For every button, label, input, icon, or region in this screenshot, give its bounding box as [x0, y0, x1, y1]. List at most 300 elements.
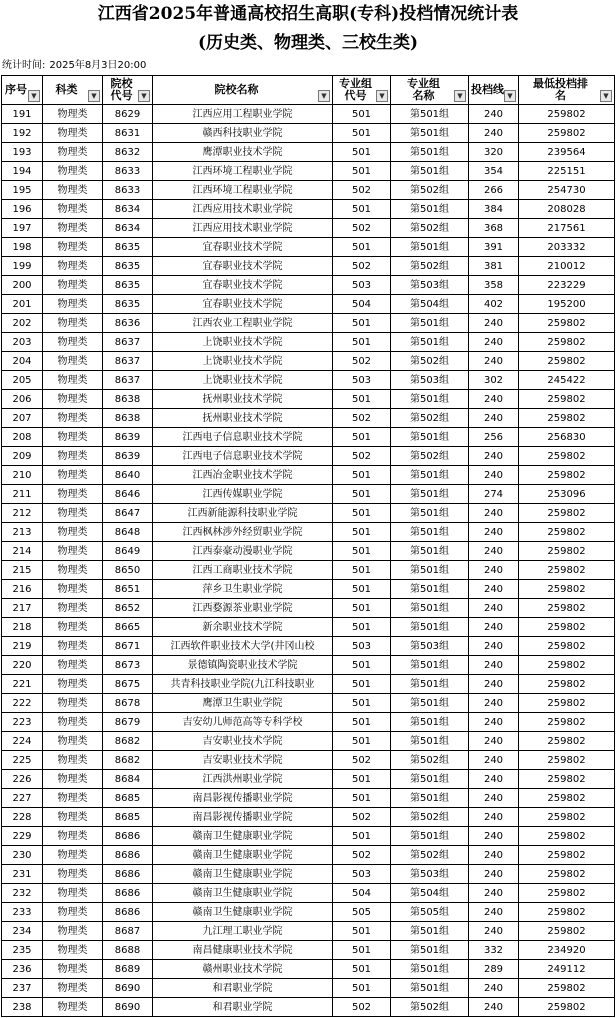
table-cell[interactable]: 赣南卫生健康职业学院: [153, 846, 333, 865]
table-cell[interactable]: 195: [2, 181, 43, 200]
table-cell[interactable]: 吉安职业技术学院: [153, 751, 333, 770]
table-cell[interactable]: 第502组: [391, 846, 469, 865]
table-cell[interactable]: 502: [333, 219, 391, 238]
table-cell[interactable]: 物理类: [43, 865, 103, 884]
table-cell[interactable]: 8686: [103, 865, 153, 884]
table-cell[interactable]: 210012: [519, 257, 615, 276]
table-row[interactable]: [2, 333, 615, 352]
table-cell[interactable]: 8633: [103, 162, 153, 181]
column-header[interactable]: [391, 76, 469, 105]
table-cell[interactable]: 8639: [103, 428, 153, 447]
table-row[interactable]: [2, 960, 615, 979]
table-cell[interactable]: 320: [469, 143, 519, 162]
table-cell[interactable]: 501: [333, 922, 391, 941]
table-cell[interactable]: 8637: [103, 352, 153, 371]
table-row[interactable]: [2, 105, 615, 124]
table-cell[interactable]: 鹰潭职业技术学院: [153, 143, 333, 162]
table-row[interactable]: [2, 941, 615, 960]
table-cell[interactable]: 259802: [519, 903, 615, 922]
table-cell[interactable]: 253096: [519, 485, 615, 504]
table-cell[interactable]: 8647: [103, 504, 153, 523]
table-cell[interactable]: 物理类: [43, 580, 103, 599]
table-cell[interactable]: 234920: [519, 941, 615, 960]
table-cell[interactable]: 218: [2, 618, 43, 637]
table-cell[interactable]: 240: [469, 314, 519, 333]
table-cell[interactable]: 502: [333, 352, 391, 371]
table-cell[interactable]: 8682: [103, 732, 153, 751]
table-row[interactable]: [2, 181, 615, 200]
table-cell[interactable]: 208028: [519, 200, 615, 219]
table-cell[interactable]: 8649: [103, 542, 153, 561]
table-cell[interactable]: 254730: [519, 181, 615, 200]
table-cell[interactable]: 240: [469, 599, 519, 618]
table-cell[interactable]: 501: [333, 466, 391, 485]
table-cell[interactable]: 240: [469, 352, 519, 371]
table-cell[interactable]: 256830: [519, 428, 615, 447]
table-row[interactable]: [2, 637, 615, 656]
table-cell[interactable]: 8686: [103, 846, 153, 865]
table-cell[interactable]: 501: [333, 523, 391, 542]
table-row[interactable]: [2, 143, 615, 162]
table-cell[interactable]: 259802: [519, 656, 615, 675]
table-cell[interactable]: 501: [333, 656, 391, 675]
table-row[interactable]: [2, 865, 615, 884]
table-cell[interactable]: 第501组: [391, 105, 469, 124]
table-cell[interactable]: 物理类: [43, 903, 103, 922]
table-cell[interactable]: 501: [333, 333, 391, 352]
table-cell[interactable]: 第501组: [391, 789, 469, 808]
column-header[interactable]: [2, 76, 43, 105]
table-cell[interactable]: 240: [469, 751, 519, 770]
table-cell[interactable]: 宜春职业技术学院: [153, 295, 333, 314]
table-cell[interactable]: 225151: [519, 162, 615, 181]
table-cell[interactable]: 物理类: [43, 238, 103, 257]
table-cell[interactable]: 宜春职业技术学院: [153, 257, 333, 276]
table-cell[interactable]: 8635: [103, 257, 153, 276]
table-cell[interactable]: 8639: [103, 447, 153, 466]
table-cell[interactable]: 物理类: [43, 789, 103, 808]
table-cell[interactable]: 江西工商职业技术学院: [153, 561, 333, 580]
table-row[interactable]: [2, 200, 615, 219]
table-cell[interactable]: 8684: [103, 770, 153, 789]
table-cell[interactable]: 8690: [103, 998, 153, 1017]
table-cell[interactable]: 物理类: [43, 276, 103, 295]
table-cell[interactable]: 194: [2, 162, 43, 181]
table-cell[interactable]: 259802: [519, 523, 615, 542]
table-cell[interactable]: 259802: [519, 352, 615, 371]
table-cell[interactable]: 240: [469, 770, 519, 789]
table-cell[interactable]: 物理类: [43, 618, 103, 637]
table-cell[interactable]: 第502组: [391, 181, 469, 200]
table-cell[interactable]: 第502组: [391, 257, 469, 276]
table-cell[interactable]: 南昌健康职业技术学院: [153, 941, 333, 960]
table-cell[interactable]: 8682: [103, 751, 153, 770]
table-row[interactable]: [2, 409, 615, 428]
table-cell[interactable]: 第503组: [391, 371, 469, 390]
table-cell[interactable]: 赣西科技职业学院: [153, 124, 333, 143]
table-cell[interactable]: 共青科技职业学院(九江科技职业: [153, 675, 333, 694]
table-cell[interactable]: 259802: [519, 732, 615, 751]
table-cell[interactable]: 江西应用工程职业学院: [153, 105, 333, 124]
table-cell[interactable]: 第501组: [391, 466, 469, 485]
table-cell[interactable]: 江西农业工程职业学院: [153, 314, 333, 333]
table-cell[interactable]: 第501组: [391, 333, 469, 352]
table-cell[interactable]: 502: [333, 846, 391, 865]
table-cell[interactable]: 第501组: [391, 656, 469, 675]
table-cell[interactable]: 南昌影视传播职业学院: [153, 808, 333, 827]
table-cell[interactable]: 8631: [103, 124, 153, 143]
table-cell[interactable]: 259802: [519, 846, 615, 865]
table-cell[interactable]: 502: [333, 181, 391, 200]
table-cell[interactable]: 第501组: [391, 941, 469, 960]
table-cell[interactable]: 240: [469, 808, 519, 827]
table-cell[interactable]: 第501组: [391, 618, 469, 637]
table-cell[interactable]: 第502组: [391, 447, 469, 466]
table-cell[interactable]: 501: [333, 789, 391, 808]
dropdown-arrow-icon[interactable]: ▼: [318, 90, 330, 102]
table-cell[interactable]: 368: [469, 219, 519, 238]
table-cell[interactable]: 8688: [103, 941, 153, 960]
table-cell[interactable]: 259802: [519, 770, 615, 789]
table-cell[interactable]: 266: [469, 181, 519, 200]
table-cell[interactable]: 226: [2, 770, 43, 789]
table-row[interactable]: [2, 599, 615, 618]
table-cell[interactable]: 九江理工职业学院: [153, 922, 333, 941]
table-cell[interactable]: 物理类: [43, 200, 103, 219]
table-cell[interactable]: 217: [2, 599, 43, 618]
table-cell[interactable]: 第503组: [391, 276, 469, 295]
table-cell[interactable]: 259802: [519, 390, 615, 409]
table-row[interactable]: [2, 485, 615, 504]
dropdown-arrow-icon[interactable]: ▼: [600, 90, 612, 102]
table-cell[interactable]: 江西婺源茶业职业学院: [153, 599, 333, 618]
table-cell[interactable]: 第501组: [391, 143, 469, 162]
table-cell[interactable]: 8629: [103, 105, 153, 124]
table-cell[interactable]: 物理类: [43, 428, 103, 447]
table-cell[interactable]: 赣南卫生健康职业学院: [153, 884, 333, 903]
table-cell[interactable]: 江西枫林涉外经贸职业学院: [153, 523, 333, 542]
table-cell[interactable]: 259802: [519, 409, 615, 428]
table-cell[interactable]: 259802: [519, 504, 615, 523]
table-row[interactable]: [2, 656, 615, 675]
table-cell[interactable]: 物理类: [43, 751, 103, 770]
table-cell[interactable]: 501: [333, 713, 391, 732]
table-row[interactable]: [2, 371, 615, 390]
table-cell[interactable]: 503: [333, 865, 391, 884]
table-cell[interactable]: 214: [2, 542, 43, 561]
column-header[interactable]: [333, 76, 391, 105]
table-cell[interactable]: 358: [469, 276, 519, 295]
table-cell[interactable]: 第502组: [391, 808, 469, 827]
column-header[interactable]: [519, 76, 615, 105]
table-row[interactable]: [2, 466, 615, 485]
table-row[interactable]: [2, 922, 615, 941]
table-cell[interactable]: 物理类: [43, 884, 103, 903]
table-cell[interactable]: 502: [333, 447, 391, 466]
table-row[interactable]: [2, 903, 615, 922]
table-row[interactable]: [2, 580, 615, 599]
table-cell[interactable]: 219: [2, 637, 43, 656]
table-cell[interactable]: 259802: [519, 865, 615, 884]
table-cell[interactable]: 240: [469, 561, 519, 580]
table-cell[interactable]: 238: [2, 998, 43, 1017]
table-cell[interactable]: 第501组: [391, 200, 469, 219]
table-cell[interactable]: 210: [2, 466, 43, 485]
table-cell[interactable]: 物理类: [43, 162, 103, 181]
table-cell[interactable]: 240: [469, 656, 519, 675]
table-cell[interactable]: 240: [469, 827, 519, 846]
table-cell[interactable]: 501: [333, 732, 391, 751]
table-cell[interactable]: 第501组: [391, 428, 469, 447]
table-cell[interactable]: 物理类: [43, 295, 103, 314]
table-cell[interactable]: 物理类: [43, 694, 103, 713]
table-cell[interactable]: 237: [2, 979, 43, 998]
table-cell[interactable]: 第501组: [391, 542, 469, 561]
table-cell[interactable]: 212: [2, 504, 43, 523]
table-cell[interactable]: 191: [2, 105, 43, 124]
table-cell[interactable]: 物理类: [43, 599, 103, 618]
table-cell[interactable]: 501: [333, 694, 391, 713]
table-cell[interactable]: 第501组: [391, 713, 469, 732]
table-cell[interactable]: 第502组: [391, 219, 469, 238]
table-cell[interactable]: 8678: [103, 694, 153, 713]
table-cell[interactable]: 501: [333, 238, 391, 257]
table-cell[interactable]: 8650: [103, 561, 153, 580]
table-cell[interactable]: 501: [333, 390, 391, 409]
table-cell[interactable]: 上饶职业技术学院: [153, 371, 333, 390]
table-row[interactable]: [2, 827, 615, 846]
table-cell[interactable]: 223229: [519, 276, 615, 295]
table-cell[interactable]: 229: [2, 827, 43, 846]
table-cell[interactable]: 第501组: [391, 390, 469, 409]
table-cell[interactable]: 501: [333, 979, 391, 998]
table-cell[interactable]: 第504组: [391, 295, 469, 314]
table-row[interactable]: [2, 751, 615, 770]
table-cell[interactable]: 和君职业学院: [153, 998, 333, 1017]
table-cell[interactable]: 抚州职业技术学院: [153, 409, 333, 428]
table-cell[interactable]: 南昌影视传播职业学院: [153, 789, 333, 808]
table-row[interactable]: [2, 979, 615, 998]
table-cell[interactable]: 240: [469, 409, 519, 428]
table-cell[interactable]: 259802: [519, 979, 615, 998]
table-cell[interactable]: 物理类: [43, 808, 103, 827]
table-cell[interactable]: 第501组: [391, 523, 469, 542]
table-cell[interactable]: 259802: [519, 922, 615, 941]
table-cell[interactable]: 江西应用技术职业学院: [153, 200, 333, 219]
table-cell[interactable]: 240: [469, 124, 519, 143]
table-cell[interactable]: 231: [2, 865, 43, 884]
table-cell[interactable]: 240: [469, 390, 519, 409]
table-cell[interactable]: 501: [333, 827, 391, 846]
table-cell[interactable]: 江西洪州职业学院: [153, 770, 333, 789]
table-cell[interactable]: 物理类: [43, 352, 103, 371]
table-cell[interactable]: 501: [333, 941, 391, 960]
table-cell[interactable]: 501: [333, 105, 391, 124]
table-cell[interactable]: 第501组: [391, 827, 469, 846]
table-cell[interactable]: 354: [469, 162, 519, 181]
table-row[interactable]: [2, 789, 615, 808]
table-cell[interactable]: 193: [2, 143, 43, 162]
table-cell[interactable]: 8634: [103, 200, 153, 219]
table-cell[interactable]: 物理类: [43, 371, 103, 390]
table-cell[interactable]: 195200: [519, 295, 615, 314]
table-cell[interactable]: 第501组: [391, 694, 469, 713]
table-cell[interactable]: 502: [333, 257, 391, 276]
table-cell[interactable]: 物理类: [43, 561, 103, 580]
table-cell[interactable]: 240: [469, 105, 519, 124]
table-cell[interactable]: 239564: [519, 143, 615, 162]
table-row[interactable]: [2, 219, 615, 238]
table-cell[interactable]: 501: [333, 542, 391, 561]
table-row[interactable]: [2, 884, 615, 903]
table-cell[interactable]: 391: [469, 238, 519, 257]
table-cell[interactable]: 物理类: [43, 504, 103, 523]
table-row[interactable]: [2, 238, 615, 257]
table-cell[interactable]: 8671: [103, 637, 153, 656]
table-cell[interactable]: 259802: [519, 105, 615, 124]
table-cell[interactable]: 501: [333, 960, 391, 979]
table-cell[interactable]: 259802: [519, 618, 615, 637]
table-row[interactable]: [2, 846, 615, 865]
column-header[interactable]: [43, 76, 103, 105]
table-cell[interactable]: 240: [469, 998, 519, 1017]
table-cell[interactable]: 233: [2, 903, 43, 922]
table-cell[interactable]: 8675: [103, 675, 153, 694]
table-cell[interactable]: 249112: [519, 960, 615, 979]
table-cell[interactable]: 8638: [103, 409, 153, 428]
table-cell[interactable]: 240: [469, 694, 519, 713]
table-cell[interactable]: 259802: [519, 675, 615, 694]
table-cell[interactable]: 第502组: [391, 352, 469, 371]
table-row[interactable]: [2, 276, 615, 295]
table-cell[interactable]: 物理类: [43, 979, 103, 998]
table-cell[interactable]: 物理类: [43, 124, 103, 143]
table-cell[interactable]: 236: [2, 960, 43, 979]
table-row[interactable]: [2, 542, 615, 561]
table-cell[interactable]: 萍乡卫生职业学院: [153, 580, 333, 599]
table-cell[interactable]: 第501组: [391, 162, 469, 181]
table-cell[interactable]: 501: [333, 428, 391, 447]
table-cell[interactable]: 抚州职业技术学院: [153, 390, 333, 409]
table-cell[interactable]: 224: [2, 732, 43, 751]
column-header[interactable]: [469, 76, 519, 105]
table-cell[interactable]: 8635: [103, 238, 153, 257]
table-cell[interactable]: 8686: [103, 884, 153, 903]
table-cell[interactable]: 259802: [519, 694, 615, 713]
table-cell[interactable]: 物理类: [43, 846, 103, 865]
table-cell[interactable]: 501: [333, 485, 391, 504]
table-row[interactable]: [2, 504, 615, 523]
table-cell[interactable]: 332: [469, 941, 519, 960]
table-cell[interactable]: 240: [469, 789, 519, 808]
table-cell[interactable]: 504: [333, 884, 391, 903]
table-cell[interactable]: 第501组: [391, 960, 469, 979]
table-cell[interactable]: 江西环境工程职业学院: [153, 181, 333, 200]
table-cell[interactable]: 第504组: [391, 884, 469, 903]
table-cell[interactable]: 192: [2, 124, 43, 143]
table-cell[interactable]: 240: [469, 542, 519, 561]
table-cell[interactable]: 物理类: [43, 675, 103, 694]
table-cell[interactable]: 宜春职业技术学院: [153, 276, 333, 295]
table-cell[interactable]: 225: [2, 751, 43, 770]
table-cell[interactable]: 江西电子信息职业技术学院: [153, 428, 333, 447]
table-cell[interactable]: 物理类: [43, 770, 103, 789]
table-cell[interactable]: 259802: [519, 713, 615, 732]
table-cell[interactable]: 物理类: [43, 922, 103, 941]
table-cell[interactable]: 240: [469, 466, 519, 485]
table-cell[interactable]: 202: [2, 314, 43, 333]
table-cell[interactable]: 228: [2, 808, 43, 827]
table-row[interactable]: [2, 618, 615, 637]
table-cell[interactable]: 第501组: [391, 732, 469, 751]
table-cell[interactable]: 259802: [519, 333, 615, 352]
table-cell[interactable]: 物理类: [43, 637, 103, 656]
table-cell[interactable]: 江西传媒职业学院: [153, 485, 333, 504]
table-row[interactable]: [2, 675, 615, 694]
table-cell[interactable]: 第501组: [391, 314, 469, 333]
table-cell[interactable]: 物理类: [43, 827, 103, 846]
table-cell[interactable]: 259802: [519, 599, 615, 618]
table-cell[interactable]: 第505组: [391, 903, 469, 922]
table-cell[interactable]: 江西泰豪动漫职业学院: [153, 542, 333, 561]
table-cell[interactable]: 501: [333, 770, 391, 789]
table-cell[interactable]: 第503组: [391, 637, 469, 656]
table-cell[interactable]: 物理类: [43, 960, 103, 979]
table-cell[interactable]: 501: [333, 124, 391, 143]
table-cell[interactable]: 256: [469, 428, 519, 447]
table-cell[interactable]: 216: [2, 580, 43, 599]
table-cell[interactable]: 江西软件职业技术大学(井冈山校: [153, 637, 333, 656]
table-cell[interactable]: 223: [2, 713, 43, 732]
table-cell[interactable]: 259802: [519, 466, 615, 485]
table-cell[interactable]: 8689: [103, 960, 153, 979]
table-cell[interactable]: 物理类: [43, 542, 103, 561]
table-cell[interactable]: 物理类: [43, 390, 103, 409]
table-cell[interactable]: 505: [333, 903, 391, 922]
table-cell[interactable]: 235: [2, 941, 43, 960]
table-cell[interactable]: 江西环境工程职业学院: [153, 162, 333, 181]
table-cell[interactable]: 江西电子信息职业技术学院: [153, 447, 333, 466]
table-cell[interactable]: 232: [2, 884, 43, 903]
table-cell[interactable]: 204: [2, 352, 43, 371]
table-cell[interactable]: 501: [333, 314, 391, 333]
table-cell[interactable]: 240: [469, 865, 519, 884]
table-cell[interactable]: 259802: [519, 580, 615, 599]
table-cell[interactable]: 259802: [519, 827, 615, 846]
table-cell[interactable]: 198: [2, 238, 43, 257]
table-cell[interactable]: 第502组: [391, 409, 469, 428]
table-cell[interactable]: 502: [333, 998, 391, 1017]
table-cell[interactable]: 8685: [103, 808, 153, 827]
column-header[interactable]: [103, 76, 153, 105]
table-cell[interactable]: 240: [469, 618, 519, 637]
table-cell[interactable]: 240: [469, 637, 519, 656]
table-cell[interactable]: 274: [469, 485, 519, 504]
table-cell[interactable]: 8686: [103, 827, 153, 846]
table-cell[interactable]: 物理类: [43, 941, 103, 960]
table-cell[interactable]: 209: [2, 447, 43, 466]
table-row[interactable]: [2, 352, 615, 371]
table-cell[interactable]: 第501组: [391, 504, 469, 523]
table-cell[interactable]: 8640: [103, 466, 153, 485]
table-cell[interactable]: 江西新能源科技职业学院: [153, 504, 333, 523]
table-cell[interactable]: 501: [333, 162, 391, 181]
table-cell[interactable]: 赣南卫生健康职业学院: [153, 903, 333, 922]
table-cell[interactable]: 502: [333, 808, 391, 827]
table-cell[interactable]: 鹰潭卫生职业学院: [153, 694, 333, 713]
table-row[interactable]: [2, 713, 615, 732]
table-row[interactable]: [2, 694, 615, 713]
